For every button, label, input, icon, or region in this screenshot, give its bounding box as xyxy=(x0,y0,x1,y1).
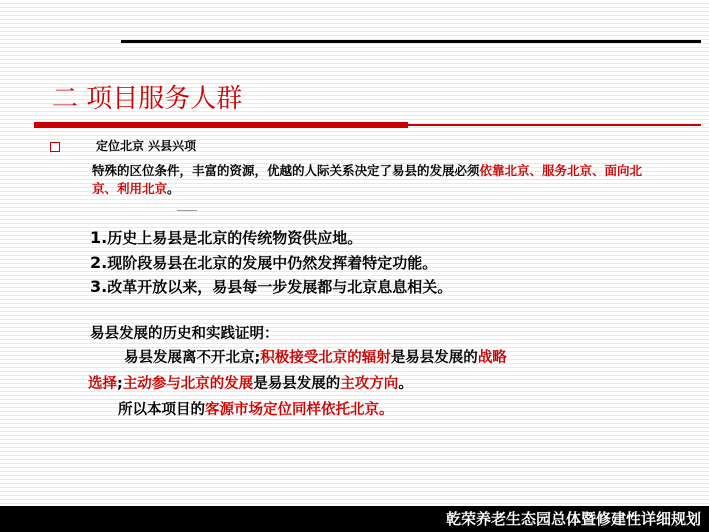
proof-highlight: 主动参与北京的发展 xyxy=(122,376,254,392)
footer-bar xyxy=(0,506,709,532)
proof-text: 是易县发展的 xyxy=(390,350,478,366)
top-rule xyxy=(121,40,701,43)
list-item-number: 3. xyxy=(90,277,108,296)
proof-text: ; xyxy=(117,376,123,392)
proof-text: 所以本项目的 xyxy=(118,402,205,418)
points-list xyxy=(90,226,452,300)
proof-highlight: 客源市场定位同样依托北京。 xyxy=(205,402,394,418)
list-item-text: 历史上易县是北京的传统物资供应地。 xyxy=(107,229,363,247)
subheading: 定位北京 兴县兴项 xyxy=(96,139,197,153)
proof-text: 是易县发展的 xyxy=(253,376,341,392)
proof-line xyxy=(88,372,413,393)
proof-text: 易县发展离不开北京; xyxy=(124,350,261,366)
proof-line xyxy=(118,398,394,419)
intro-end: 。 xyxy=(167,181,180,196)
list-item xyxy=(90,226,452,251)
proof-highlight: 战略 xyxy=(477,350,507,366)
proof-highlight: 选择 xyxy=(88,376,117,392)
list-item-text: 改革开放以来，易县每一步发展都与北京息息相关。 xyxy=(107,278,453,296)
intro-text: 特殊的区位条件，丰富的资源，优越的人际关系决定了易县的发展必须 xyxy=(92,163,480,178)
list-item xyxy=(90,251,452,276)
intro-highlight: 依靠北京、服务北京、面向北京、利用北京 xyxy=(92,163,643,196)
divider xyxy=(177,210,197,211)
proof-heading: 易县发展的历史和实践证明： xyxy=(90,326,279,342)
list-item-number: 1. xyxy=(90,228,108,247)
page-title: 二 项目服务人群 xyxy=(52,84,243,114)
title-underline-bar xyxy=(34,122,408,128)
proof-highlight: 积极接受北京的辐射 xyxy=(260,350,391,366)
intro-paragraph xyxy=(92,162,662,198)
proof-highlight: 主攻方向 xyxy=(340,376,399,392)
proof-text: 。 xyxy=(398,376,413,392)
list-item xyxy=(90,275,452,300)
square-bullet-icon xyxy=(50,142,60,152)
list-item-number: 2. xyxy=(90,252,108,272)
footer-title: 乾荣养老生态园总体暨修建性详细规划 xyxy=(445,510,701,528)
list-item-text: 现阶段易县在北京的发展中仍然发挥着特定功能。 xyxy=(107,253,438,272)
title-underline-line xyxy=(408,124,701,126)
proof-line xyxy=(124,346,507,367)
